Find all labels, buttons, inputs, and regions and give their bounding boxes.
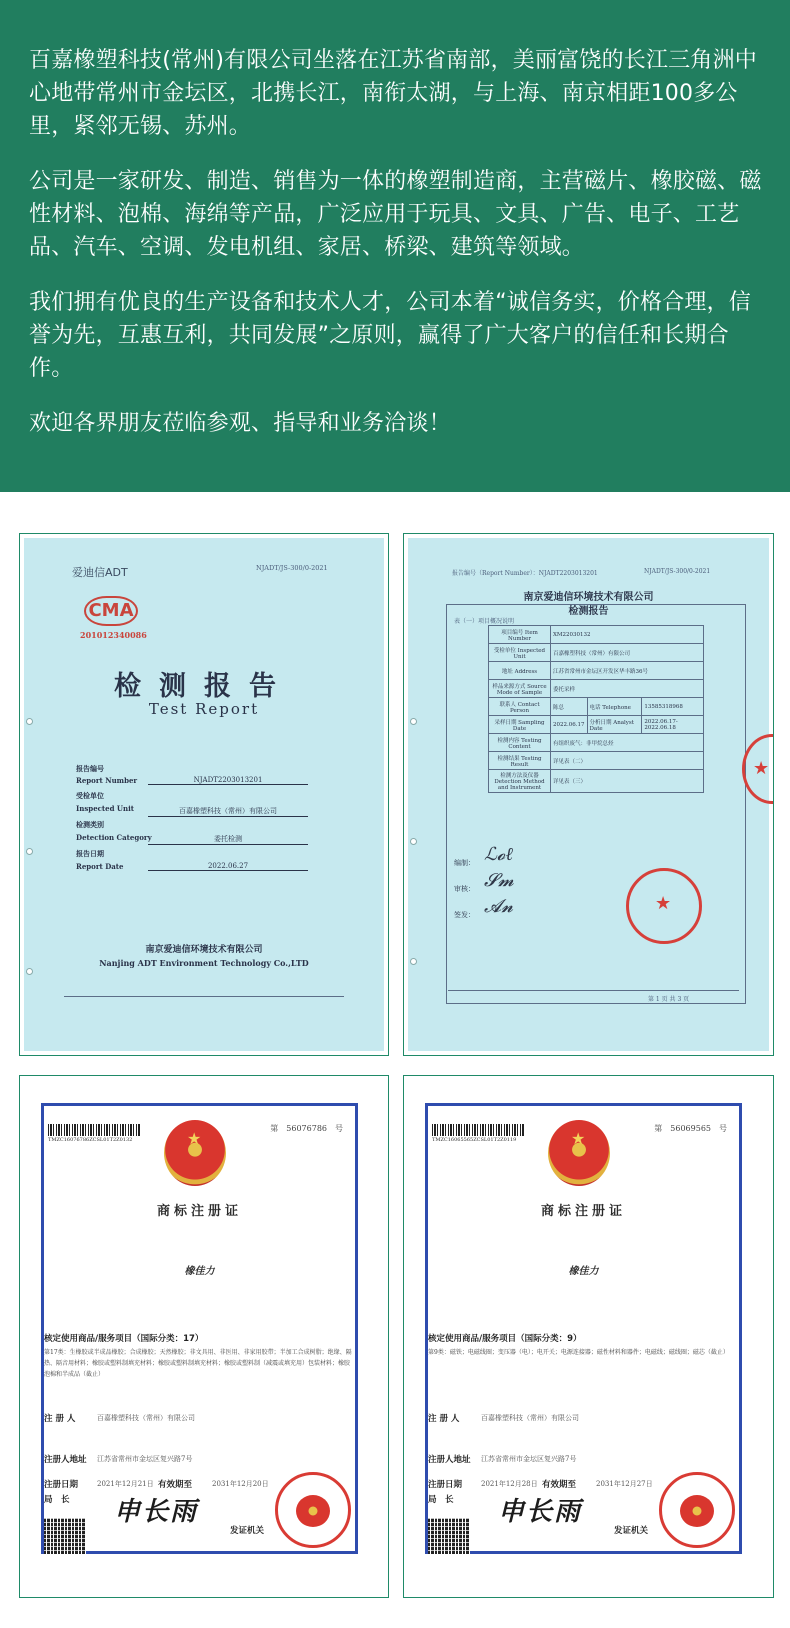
binding-hole-icon (410, 718, 417, 725)
category-value: 委托检测 (148, 834, 308, 845)
report-company: 南京爱迪信环境技术有限公司 (523, 592, 654, 603)
table-row: 检测结果 Testing Result 详见表（二） (489, 752, 704, 770)
trademark-name: 橡佳力 (568, 1266, 599, 1277)
label-report-no-en: Report Number (76, 776, 138, 785)
intro-paragraph-location: 百嘉橡塑科技(常州)有限公司坐落在江苏省南部，美丽富饶的长江三角洲中心地带常州市金坛区，北携长江，南衔太湖，与上海、南京相距100多公里，紧邻无锡、苏州。 (29, 48, 757, 139)
label-unit-cn: 受检单位 (76, 791, 104, 800)
director-label: 局 长 (44, 1495, 70, 1505)
certificate-number: 第 56076786 号 (270, 1124, 343, 1133)
registrant-label: 注 册 人 (44, 1414, 76, 1424)
cma-mark-icon: CMA (84, 596, 138, 626)
binding-hole-icon (26, 718, 33, 725)
compile-label: 编制： (454, 859, 475, 867)
test-report-page (408, 538, 769, 1051)
table-row: 项目编号 Item Number XM22030132 (489, 626, 704, 644)
label-category-cn: 检测类别 (76, 820, 104, 829)
director-signature: 申长雨 (498, 1497, 583, 1527)
label-date-cn: 报告日期 (76, 849, 104, 858)
registrant-value: 百嘉橡塑科技（常州）有限公司 (481, 1414, 579, 1422)
goods-heading: 核定使用商品/服务项目（国际分类：9） (428, 1334, 582, 1344)
barcode-text: TMZC16076786ZCSL01T2Z0132 (48, 1137, 133, 1143)
review-label: 审核： (454, 885, 475, 893)
issuer-label: 发证机关 (614, 1526, 649, 1536)
registrant-value: 百嘉橡塑科技（常州）有限公司 (97, 1414, 195, 1422)
table-row: 受检单位 Inspected Unit 百嘉橡塑科技（常州）有限公司 (489, 644, 704, 662)
report-number-value: NJADT2203013201 (148, 776, 308, 785)
inspected-unit-value: 百嘉橡塑科技（常州）有限公司 (148, 806, 308, 817)
approve-label: 签发： (454, 911, 475, 919)
test-report-cover-card (19, 533, 389, 1056)
address-label: 注册人地址 (44, 1455, 87, 1465)
reg-date-label: 注册日期 (44, 1480, 79, 1490)
barcode-icon (432, 1124, 524, 1136)
trademark-name: 橡佳力 (184, 1266, 215, 1277)
reg-date-value: 2021年12月28日 (481, 1480, 538, 1488)
national-emblem-icon: ★ (164, 1120, 226, 1186)
binding-hole-icon (410, 958, 417, 965)
reg-date-value: 2021年12月21日 (97, 1480, 154, 1488)
reg-date-label: 注册日期 (428, 1480, 463, 1490)
section-caption: 表（一）项目概况说明 (454, 618, 515, 625)
binding-hole-icon (410, 838, 417, 845)
label-unit-en: Inspected Unit (76, 804, 135, 813)
report-title: 检测报告 (114, 671, 294, 702)
barcode-text: TMZC16065565ZCSL01T2Z0119 (432, 1137, 517, 1143)
director-signature: 申长雨 (114, 1497, 199, 1527)
address-value: 江苏省常州市金坛区复兴路7号 (481, 1455, 577, 1463)
table-row: 样品来源方式 Source Mode of Sample 委托采样 (489, 680, 704, 698)
goods-description: 第9类：磁铁；电磁线圈；变压器（电）；电开关；电源连接器；磁性材料和器件；电磁线；磁线圈；磁芯（截止） (428, 1349, 729, 1356)
qr-code-icon (428, 1518, 470, 1554)
goods-heading: 核定使用商品/服务项目（国际分类：17） (44, 1334, 204, 1344)
cma-code: 201012340086 (80, 630, 147, 640)
address-value: 江苏省常州市金坛区复兴路7号 (97, 1455, 193, 1463)
label-date-en: Report Date (76, 862, 124, 871)
issuer-company-cn: 南京爱迪信环境技术有限公司 (145, 945, 263, 955)
test-report-cover (24, 538, 384, 1051)
company-intro (0, 0, 790, 492)
seal-star-icon: ★ (655, 893, 672, 914)
address-label: 注册人地址 (428, 1455, 471, 1465)
trademark-certificate (41, 1103, 358, 1554)
national-emblem-icon: ★ (548, 1120, 610, 1186)
certificate-number: 第 56069565 号 (654, 1124, 727, 1133)
registrant-label: 注 册 人 (428, 1414, 460, 1424)
ip-office-seal-icon (659, 1472, 735, 1548)
table-row: 地址 Address 江苏省常州市金坛区开发区华丰路36号 (489, 662, 704, 680)
footer-divider (64, 996, 344, 997)
intro-paragraph-values: 我们拥有优良的生产设备和技术人才，公司本着“诚信务实，价格合理，信誉为先，互惠互利，共同发展”之原则，赢得了广大客户的信任和长期合作。 (29, 290, 751, 381)
barcode-icon (48, 1124, 140, 1136)
adt-logo: 爱迪信ADT (72, 566, 128, 579)
page-header-doc-code: NJADT/JS-300/0-2021 (644, 568, 711, 575)
report-subtitle: Test Report (148, 700, 260, 718)
ip-office-seal-icon (275, 1472, 351, 1548)
compiler-signature: ℒ𝓸ℓ (484, 844, 513, 865)
footer-divider (448, 990, 739, 991)
label-report-no-cn: 报告编号 (76, 764, 104, 773)
item-overview-table (488, 625, 704, 793)
binding-hole-icon (26, 968, 33, 975)
table-row: 检测方法及仪器 Detection Method and Instrument 详见表（三） (489, 770, 704, 793)
intro-paragraph-business: 公司是一家研发、制造、销售为一体的橡塑制造商，主营磁片、橡胶磁、磁性材料、泡棉、海绵等产品，广泛应用于玩具、文具、广告、电子、工艺品、汽车、空调、发电机组、家居、桥梁、建筑等领域。 (29, 169, 762, 260)
table-row: 联系人 Contact Person 陈总 电话 Telephone 13585318968 (489, 698, 704, 716)
binding-hole-icon (26, 848, 33, 855)
issuer-label: 发证机关 (230, 1526, 265, 1536)
trademark-certificate (425, 1103, 742, 1554)
intro-paragraph-welcome: 欢迎各界朋友莅临参观、指导和业务洽谈！ (29, 411, 451, 436)
label-category-en: Detection Category (76, 833, 152, 842)
trademark-certificate-card-2 (403, 1075, 774, 1598)
approver-signature: 𝓐𝓷 (484, 896, 514, 917)
goods-description: 第17类：生橡胶或半成品橡胶；合成橡胶；天然橡胶；非文具用、非医用、非家用胶带；半加工合成树脂；绝缘、隔热、隔音用材料；橡胶或塑料制填充材料；橡胶或塑料制填充材料；橡胶或塑料制（减震或填充用）包装材料；橡胶泡棉和半成品（截止） (44, 1349, 352, 1378)
report-date-value: 2022.06.27 (148, 862, 308, 871)
certificate-title: 商标注册证 (156, 1204, 242, 1219)
certificate-title: 商标注册证 (540, 1204, 626, 1219)
page-number: 第 1 页 共 3 页 (648, 996, 690, 1003)
qr-code-icon (44, 1518, 86, 1554)
valid-label: 有效期至 (158, 1480, 193, 1490)
seal-star-icon: ★ (753, 758, 770, 779)
page-header-report-no: 报告编号（Report Number）：NJADT2203013201 (452, 570, 598, 577)
doc-code: NJADT/JS-300/0-2021 (256, 564, 328, 572)
trademark-certificate-card-1 (19, 1075, 389, 1598)
valid-until-value: 2031年12月27日 (596, 1480, 653, 1488)
report-page-title: 检测报告 (568, 606, 609, 617)
test-report-page-card (403, 533, 774, 1056)
table-row: 采样日期 Sampling Date 2022.06.17 分析日期 Analyst Date 2022.06.17-2022.06.18 (489, 716, 704, 734)
director-label: 局 长 (428, 1495, 454, 1505)
valid-until-value: 2031年12月20日 (212, 1480, 269, 1488)
table-row: 检测内容 Testing Content 有组织废气：非甲烷总烃 (489, 734, 704, 752)
issuer-company-en: Nanjing ADT Environment Technology Co.,LTD (99, 958, 309, 968)
reviewer-signature: 𝓢𝓶 (484, 870, 514, 891)
valid-label: 有效期至 (542, 1480, 577, 1490)
